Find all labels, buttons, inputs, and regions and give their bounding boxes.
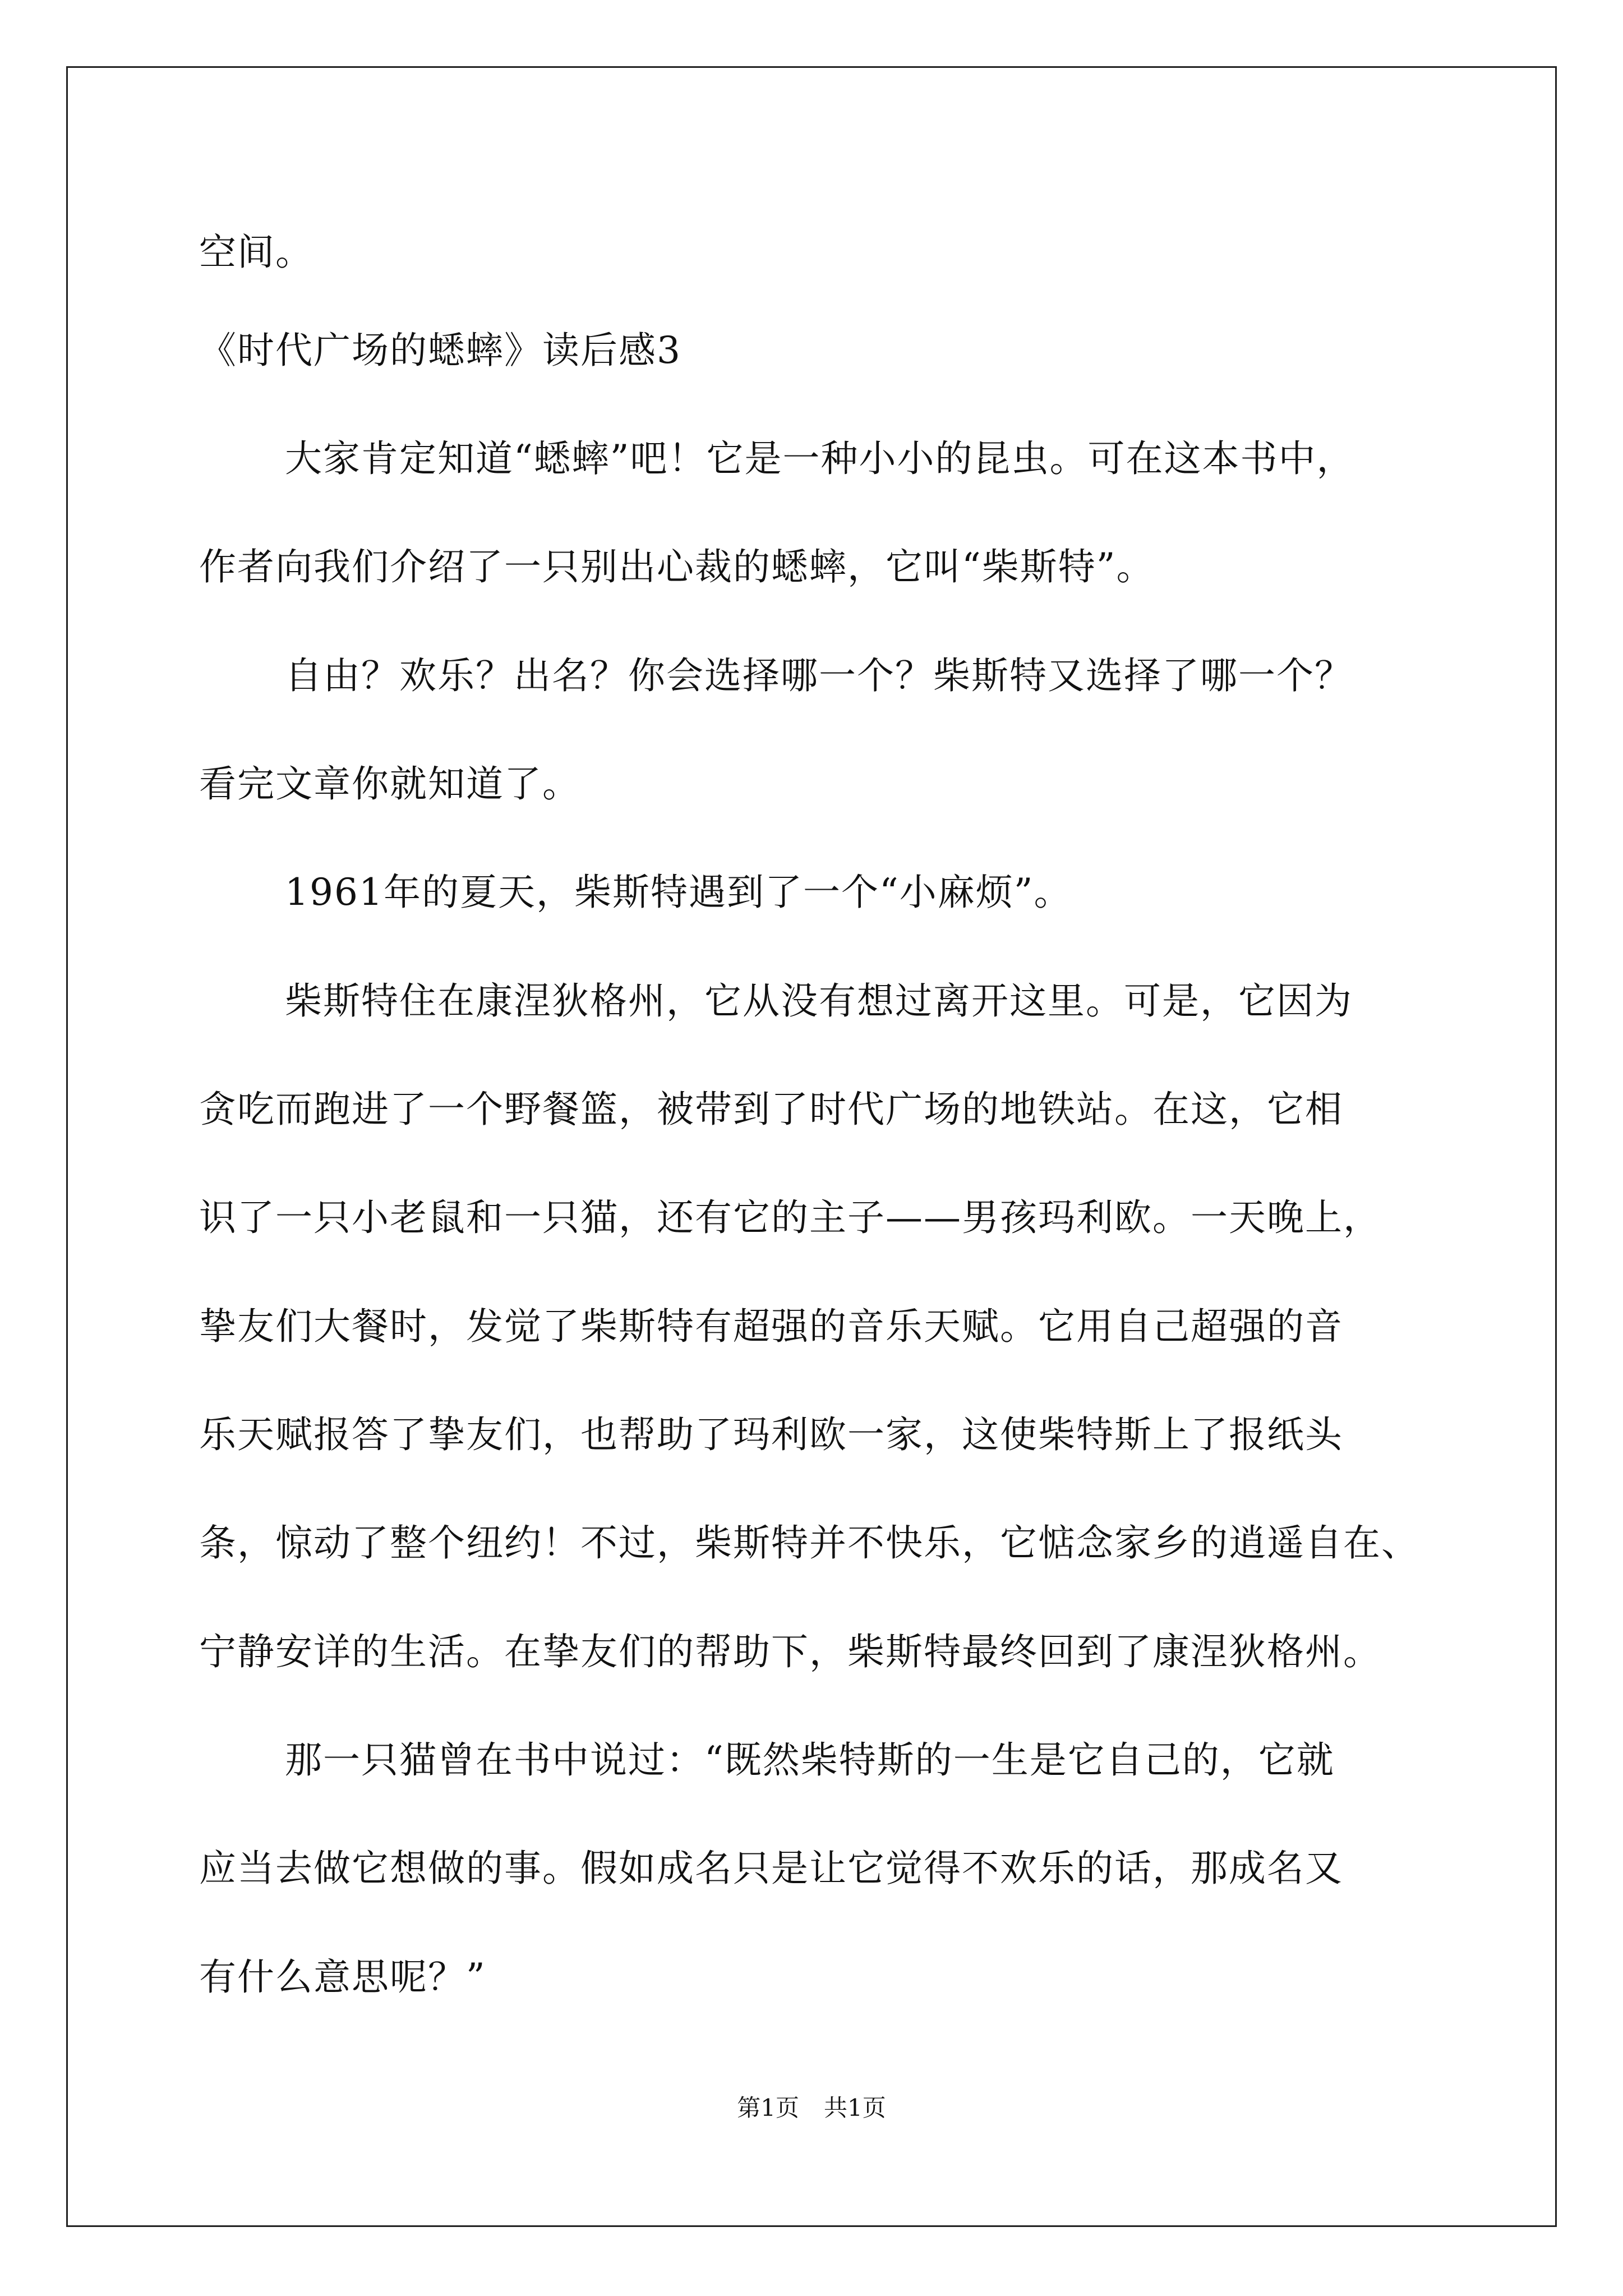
section-heading: 《时代广场的蟋蟀》读后感3 [199,329,681,372]
paragraph-line: 识了一只小老鼠和一只猫，还有它的主子——男孩玛利欧。一天晚上， [199,1196,1381,1239]
paragraph-line: 条，惊动了整个纽约！不过，柴斯特并不快乐，它惦念家乡的逍遥自在、 [199,1521,1419,1565]
paragraph-line: 有什么意思呢？” [199,1955,486,1999]
paragraph-line: 贪吃而跑进了一个野餐篮，被带到了时代广场的地铁站。在这，它相 [199,1088,1343,1131]
paragraph-line: 那一只猫曾在书中说过：“既然柴特斯的一生是它自己的，它就 [285,1738,1335,1782]
paragraph-line: 1961年的夏天，柴斯特遇到了一个“小麻烦”。 [285,871,1072,914]
text-line-continuation: 空间。 [199,231,313,274]
page-border [66,66,1557,2227]
page-number-total: 共1页 [824,2094,886,2122]
paragraph-line: 柴斯特住在康涅狄格州，它从没有想过离开这里。可是，它因为 [285,979,1353,1023]
paragraph-line: 大家肯定知道“蟋蟀”吧！它是一种小小的昆虫。可在这本书中， [285,437,1355,480]
paragraph-line: 作者向我们介绍了一只别出心裁的蟋蟀，它叫“柴斯特”。 [199,545,1155,588]
paragraph-line: 应当去做它想做的事。假如成名只是让它觉得不欢乐的话，那成名又 [199,1847,1343,1890]
paragraph-line: 宁静安详的生活。在挚友们的帮助下，柴斯特最终回到了康涅狄格州。 [199,1630,1381,1673]
page-number-current: 第1页 [737,2094,799,2122]
paragraph-line: 看完文章你就知道了。 [199,762,580,806]
page-footer [0,2091,1623,2125]
paragraph-line: 挚友们大餐时，发觉了柴斯特有超强的音乐天赋。它用自己超强的音 [199,1305,1343,1348]
paragraph-line: 自由？欢乐？出名？你会选择哪一个？柴斯特又选择了哪一个？ [285,654,1353,697]
paragraph-line: 乐天赋报答了挚友们，也帮助了玛利欧一家，这使柴特斯上了报纸头 [199,1413,1343,1456]
